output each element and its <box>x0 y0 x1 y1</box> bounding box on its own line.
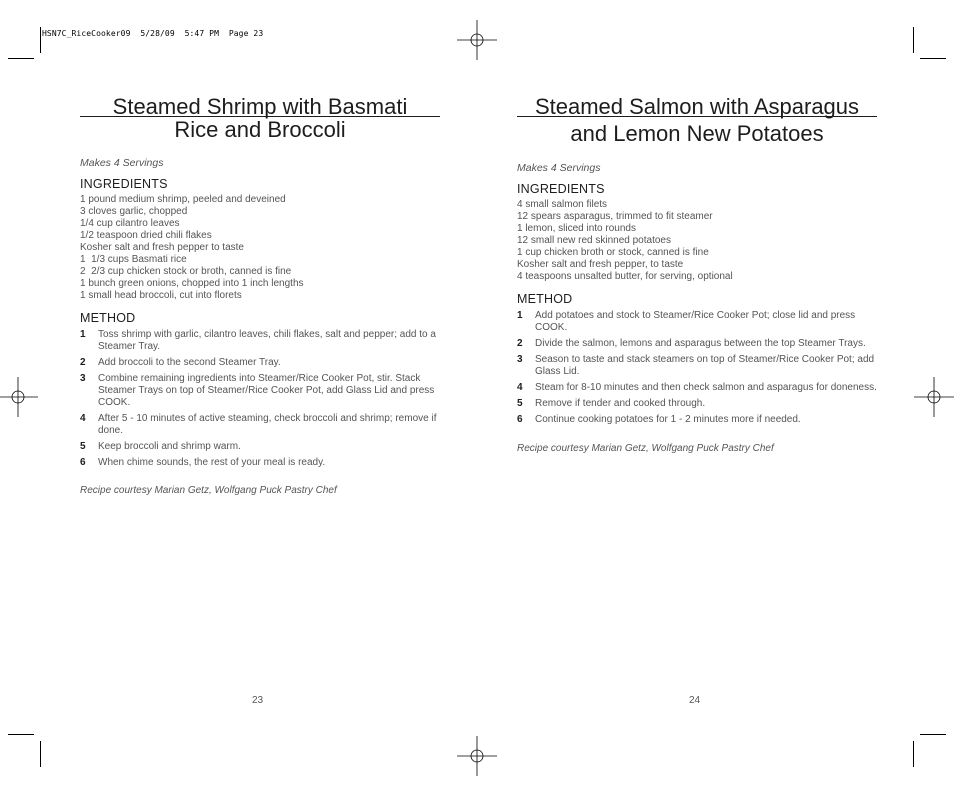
recipe-title-line2: and Lemon New Potatoes <box>570 121 824 146</box>
method-heading: METHOD <box>517 292 573 306</box>
recipe-title <box>517 95 877 145</box>
method-step <box>80 329 440 353</box>
recipe-title-line2: Rice and Broccoli <box>174 117 346 142</box>
method-step <box>80 413 440 437</box>
recipe-title <box>80 95 440 141</box>
method-heading: METHOD <box>80 311 136 325</box>
ingredients-list <box>517 199 877 283</box>
ingredient-item: 12 spears asparagus, trimmed to fit steamer <box>517 211 713 222</box>
ingredient-item: 1 cup chicken broth or stock, canned is fine <box>517 247 709 258</box>
registration-mark-icon <box>457 20 497 60</box>
ingredient-item: 1 lemon, sliced into rounds <box>517 223 636 234</box>
ingredient-item: 12 small new red skinned potatoes <box>517 235 671 246</box>
crop-mark-icon <box>920 58 946 59</box>
servings: Makes 4 Servings <box>517 162 601 174</box>
step-text: Steam for 8-10 minutes and then check salmon and asparagus for doneness. <box>535 382 877 393</box>
method-step <box>517 338 877 350</box>
ingredient-item: 3 cloves garlic, chopped <box>80 206 188 217</box>
method-steps <box>80 329 440 469</box>
step-number: 2 <box>80 357 86 368</box>
step-number: 3 <box>517 354 523 365</box>
method-step <box>517 310 877 334</box>
page-number: 23 <box>252 695 264 706</box>
step-number: 5 <box>80 441 86 452</box>
print-slug: HSN7C_RiceCooker09 5/28/09 5:47 PM Page 23 <box>42 29 264 38</box>
step-number: 5 <box>517 398 523 409</box>
method-steps <box>517 310 877 426</box>
method-step <box>517 414 877 426</box>
method-step <box>80 373 440 409</box>
step-number: 1 <box>80 329 86 340</box>
step-number: 4 <box>517 382 523 393</box>
step-text: Toss shrimp with garlic, cilantro leaves, chili flakes, salt and pepper; add to a Steamer Tray. <box>98 329 436 352</box>
registration-mark-icon <box>0 377 38 417</box>
method-step <box>517 398 877 410</box>
step-text: Add potatoes and stock to Steamer/Rice Cooker Pot; close lid and press COOK. <box>535 310 856 333</box>
ingredient-item: 4 small salmon filets <box>517 199 608 210</box>
recipe-title-line1: Steamed Salmon with Asparagus <box>534 94 860 119</box>
recipe-credit: Recipe courtesy Marian Getz, Wolfgang Puck Pastry Chef <box>80 485 337 496</box>
step-number: 6 <box>517 414 523 425</box>
ingredients-heading: INGREDIENTS <box>517 182 605 196</box>
recipe-title-line1: Steamed Shrimp with Basmati <box>112 94 408 119</box>
ingredient-item: 1/2 teaspoon dried chili flakes <box>80 230 212 241</box>
servings: Makes 4 Servings <box>80 157 164 169</box>
crop-mark-icon <box>913 27 914 53</box>
ingredient-item: 1 pound medium shrimp, peeled and deveined <box>80 194 286 205</box>
ingredient-item: 2 2/3 cup chicken stock or broth, canned is fine <box>80 266 292 277</box>
ingredient-item: Kosher salt and fresh pepper, to taste <box>517 259 684 270</box>
page-number: 24 <box>689 695 701 706</box>
method-step <box>517 382 877 394</box>
step-text: After 5 - 10 minutes of active steaming, check broccoli and shrimp; remove if done. <box>98 413 437 436</box>
crop-mark-icon <box>40 741 41 767</box>
crop-mark-icon <box>913 741 914 767</box>
registration-mark-icon <box>457 736 497 776</box>
step-number: 6 <box>80 457 86 468</box>
method-step <box>80 457 440 469</box>
ingredient-item: 1 bunch green onions, chopped into 1 inch lengths <box>80 278 304 289</box>
step-text: Keep broccoli and shrimp warm. <box>98 441 241 452</box>
ingredients-heading: INGREDIENTS <box>80 177 168 191</box>
method-step <box>80 441 440 453</box>
step-text: Remove if tender and cooked through. <box>535 398 706 409</box>
step-text: Continue cooking potatoes for 1 - 2 minutes more if needed. <box>535 414 801 425</box>
ingredient-item: 1/4 cup cilantro leaves <box>80 218 180 229</box>
crop-mark-icon <box>920 734 946 735</box>
method-step <box>80 357 440 369</box>
crop-mark-icon <box>40 27 41 53</box>
recipe-page-left <box>80 95 440 496</box>
ingredients-list <box>80 194 440 302</box>
ingredient-item: Kosher salt and fresh pepper to taste <box>80 242 244 253</box>
step-number: 1 <box>517 310 523 321</box>
step-text: Season to taste and stack steamers on top of Steamer/Rice Cooker Pot; add Glass Lid. <box>535 354 875 377</box>
step-number: 4 <box>80 413 86 424</box>
ingredient-item: 4 teaspoons unsalted butter, for serving, optional <box>517 271 733 282</box>
ingredient-item: 1 1/3 cups Basmati rice <box>80 254 187 265</box>
recipe-page-right <box>517 95 877 454</box>
step-text: Add broccoli to the second Steamer Tray. <box>98 357 281 368</box>
recipe-credit: Recipe courtesy Marian Getz, Wolfgang Puck Pastry Chef <box>517 443 774 454</box>
step-text: Combine remaining ingredients into Steamer/Rice Cooker Pot, stir. Stack Steamer Trays on top of Steamer/Rice Cooker Pot, add Glass Lid and press COOK. <box>98 373 438 408</box>
step-number: 2 <box>517 338 523 349</box>
registration-mark-icon <box>914 377 954 417</box>
method-step <box>517 354 877 378</box>
step-text: When chime sounds, the rest of your meal is ready. <box>98 457 326 468</box>
step-text: Divide the salmon, lemons and asparagus between the top Steamer Trays. <box>535 338 866 349</box>
crop-mark-icon <box>8 734 34 735</box>
step-number: 3 <box>80 373 86 384</box>
crop-mark-icon <box>8 58 34 59</box>
ingredient-item: 1 small head broccoli, cut into florets <box>80 290 242 301</box>
